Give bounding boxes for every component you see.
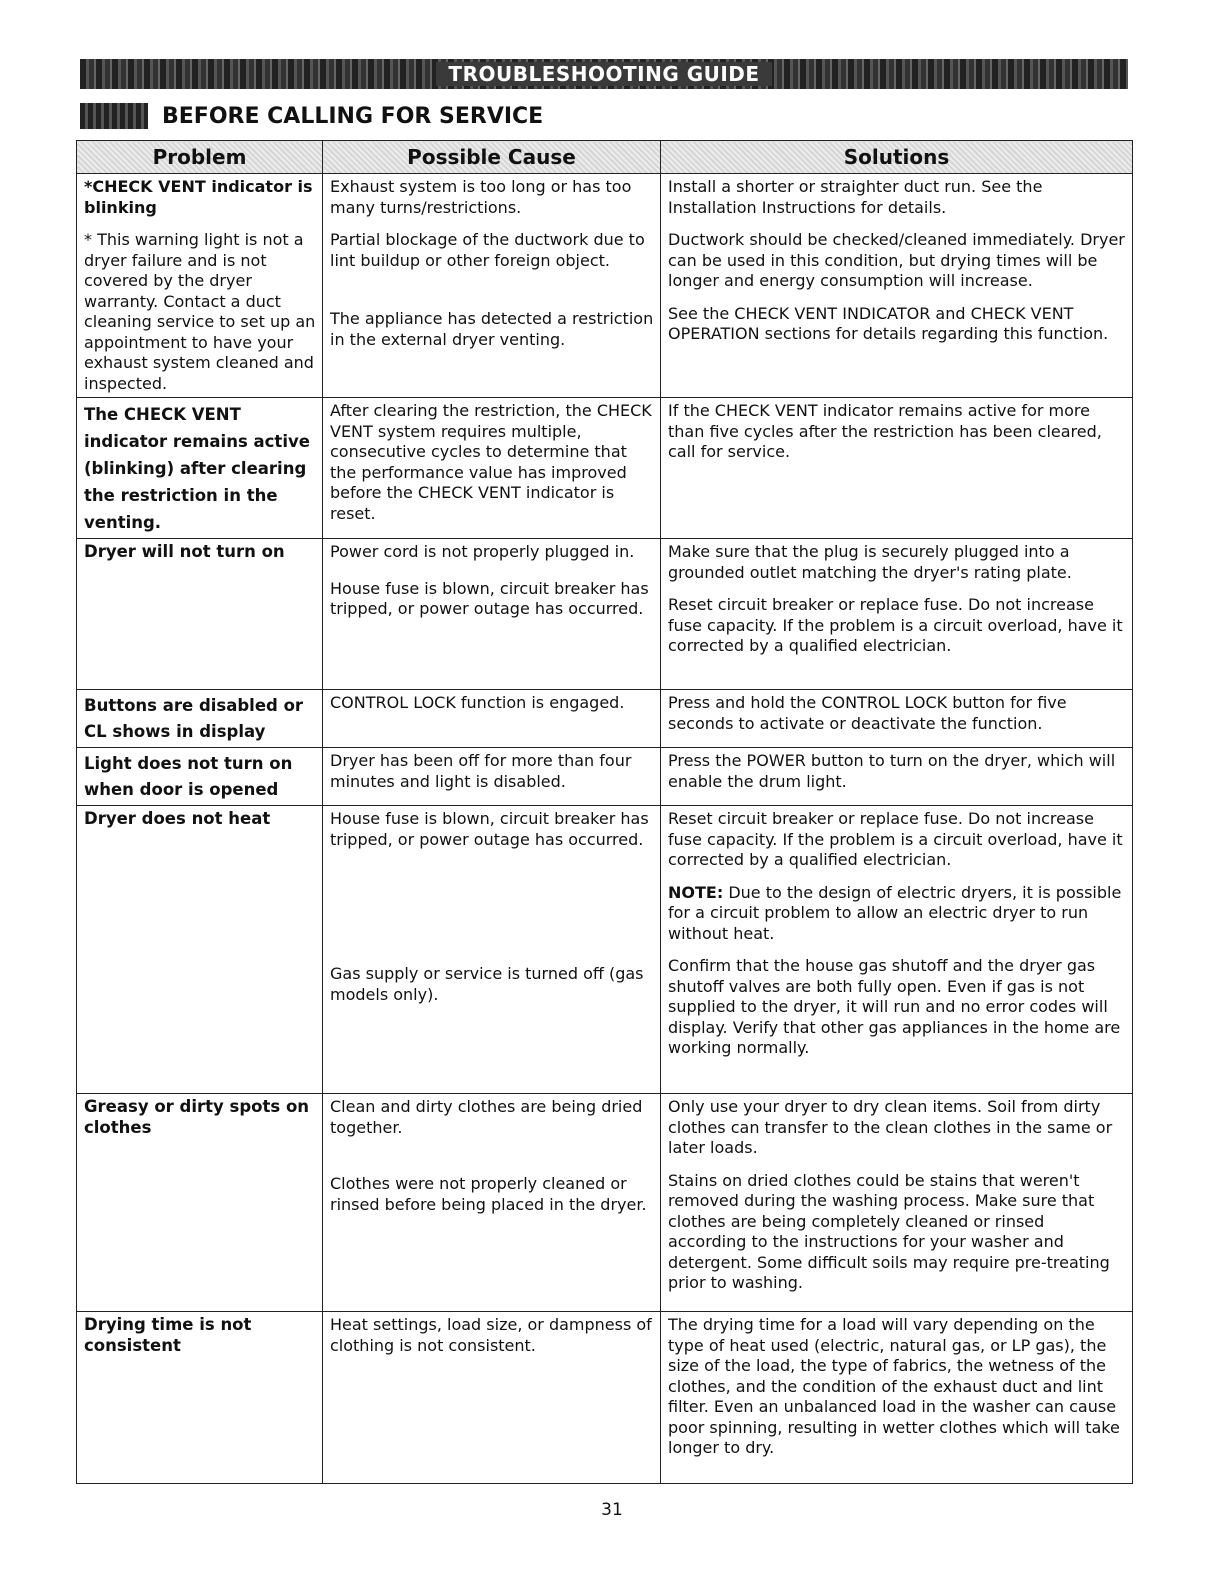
cause-text: Gas supply or service is turned off (gas models only). xyxy=(330,964,644,1004)
solution-text: Press and hold the CONTROL LOCK button for five seconds to activate or deactivate the function. xyxy=(668,693,1067,733)
solution-text: Reset circuit breaker or replace fuse. Do not increase fuse capacity. If the problem is a circuit overload, have it corrected by a qualified electrician. xyxy=(668,595,1123,655)
problem-cell xyxy=(77,1094,323,1312)
solution-text: Ductwork should be checked/cleaned immediately. Dryer can be used in this condition, but drying times will be longer and energy consumption will increase. xyxy=(668,230,1125,290)
cause-text: Partial blockage of the ductwork due to lint buildup or other foreign object. xyxy=(330,230,645,270)
table-header-row xyxy=(77,141,1133,174)
cause-text: House fuse is blown, circuit breaker has tripped, or power outage has occurred. xyxy=(330,578,649,618)
table-row xyxy=(77,398,1133,539)
cause-cell xyxy=(323,690,661,748)
solution-text: Confirm that the house gas shutoff and the dryer gas shutoff valves are both fully open. Even if gas is not supplied to the dryer, it will run and no error codes will display. Verify that other gas appliances in the home are working normally. xyxy=(668,956,1121,1057)
solution-text: Reset circuit breaker or replace fuse. Do not increase fuse capacity. If the problem is a circuit overload, have it corrected by a qualified electrician. xyxy=(668,809,1123,869)
solution-cell xyxy=(661,748,1133,806)
solution-cell xyxy=(661,1094,1133,1312)
cause-text: Power cord is not properly plugged in. xyxy=(330,542,635,561)
problem-text: Dryer will not turn on xyxy=(84,542,285,561)
cause-text: Heat settings, load size, or dampness of clothing is not consistent. xyxy=(330,1315,652,1355)
troubleshooting-table xyxy=(76,140,1133,1484)
cause-text: Exhaust system is too long or has too many turns/restrictions. xyxy=(330,177,632,217)
cause-cell xyxy=(323,1312,661,1484)
cause-cell xyxy=(323,748,661,806)
cause-cell xyxy=(323,398,661,539)
cause-text: Clothes were not properly cleaned or rinsed before being placed in the dryer. xyxy=(330,1174,647,1214)
table-row xyxy=(77,174,1133,398)
note-label: NOTE: xyxy=(668,882,724,902)
solution-text: Only use your dryer to dry clean items. Soil from dirty clothes can transfer to the clean clothes in the same or later loads. xyxy=(668,1097,1113,1157)
column-header-cause: Possible Cause xyxy=(323,141,661,174)
table-row xyxy=(77,806,1133,1094)
cause-text: CONTROL LOCK function is engaged. xyxy=(330,693,625,712)
problem-text: Light does not turn on when door is opened xyxy=(84,754,293,799)
problem-text: Greasy or dirty spots on clothes xyxy=(84,1097,310,1137)
problem-cell xyxy=(77,690,323,748)
problem-cell xyxy=(77,539,323,690)
problem-cell xyxy=(77,398,323,539)
problem-note: * This warning light is not a dryer failure and is not covered by the dryer warranty. Contact a duct cleaning service to set up an appointment to have your exhaust system cleaned and inspected. xyxy=(84,230,316,393)
page-title: BEFORE CALLING FOR SERVICE xyxy=(162,103,544,129)
cause-cell xyxy=(323,1094,661,1312)
column-header-problem: Problem xyxy=(77,141,323,174)
solution-cell xyxy=(661,539,1133,690)
table-row xyxy=(77,748,1133,806)
problem-cell xyxy=(77,806,323,1094)
cause-text: The appliance has detected a restriction in the external dryer venting. xyxy=(330,309,654,349)
solution-text: Make sure that the plug is securely plugged into a grounded outlet matching the dryer's rating plate. xyxy=(668,542,1072,582)
solution-text: The drying time for a load will vary depending on the type of heat used (electric, natural gas, or LP gas), the size of the load, the type of fabrics, the wetness of the clothes, and the condition of the exhaust duct and lint filter. Even an unbalanced load in the washer can cause poor spinning, resulting in wetter clothes which will take longer to dry. xyxy=(668,1315,1120,1457)
table-row xyxy=(77,1312,1133,1484)
section-banner xyxy=(80,59,1128,89)
note-text: Due to the design of electric dryers, it is possible for a circuit problem to allow an electric dryer to run without heat. xyxy=(668,882,1122,943)
cause-text: House fuse is blown, circuit breaker has tripped, or power outage has occurred. xyxy=(330,809,649,849)
table-row xyxy=(77,539,1133,690)
problem-text: The CHECK VENT indicator remains active (blinking) after clearing the restriction in the venting. xyxy=(84,405,310,532)
solution-note xyxy=(668,883,1126,945)
section-subheading xyxy=(80,103,543,129)
heading-marker xyxy=(80,103,148,129)
table-row xyxy=(77,1094,1133,1312)
problem-text: Buttons are disabled or CL shows in display xyxy=(84,696,304,741)
solution-cell xyxy=(661,690,1133,748)
solution-cell xyxy=(661,806,1133,1094)
problem-text: *CHECK VENT indicator is blinking xyxy=(84,177,313,217)
cause-text: After clearing the restriction, the CHECK VENT system requires multiple, consecutive cycles to determine that the performance value has improved before the CHECK VENT indicator is reset. xyxy=(330,401,652,523)
solution-cell xyxy=(661,174,1133,398)
problem-text: Dryer does not heat xyxy=(84,809,271,828)
cause-cell xyxy=(323,174,661,398)
problem-cell xyxy=(77,1312,323,1484)
problem-text: Drying time is not consistent xyxy=(84,1315,252,1355)
banner-title: TROUBLESHOOTING GUIDE xyxy=(436,62,771,86)
solution-text: Press the POWER button to turn on the dryer, which will enable the drum light. xyxy=(668,751,1116,791)
solution-cell xyxy=(661,398,1133,539)
cause-cell xyxy=(323,539,661,690)
cause-text: Dryer has been off for more than four minutes and light is disabled. xyxy=(330,751,632,791)
solution-text: Install a shorter or straighter duct run. See the Installation Instructions for details. xyxy=(668,177,1043,217)
solution-text: Stains on dried clothes could be stains that weren't removed during the washing process. Make sure that clothes are being completely cleaned or rinsed according to the instructions for your washer and detergent. Some difficult soils may require pre-treating prior to washing. xyxy=(668,1170,1110,1292)
solution-cell xyxy=(661,1312,1133,1484)
cause-text: Clean and dirty clothes are being dried together. xyxy=(330,1097,643,1137)
table-row xyxy=(77,690,1133,748)
cause-cell xyxy=(323,806,661,1094)
page-number: 31 xyxy=(601,1500,623,1520)
solution-text: If the CHECK VENT indicator remains active for more than five cycles after the restriction has been cleared, call for service. xyxy=(668,401,1102,461)
solution-text: See the CHECK VENT INDICATOR and CHECK VENT OPERATION sections for details regarding this function. xyxy=(668,303,1109,343)
problem-cell xyxy=(77,174,323,398)
problem-cell xyxy=(77,748,323,806)
column-header-solutions: Solutions xyxy=(661,141,1133,174)
